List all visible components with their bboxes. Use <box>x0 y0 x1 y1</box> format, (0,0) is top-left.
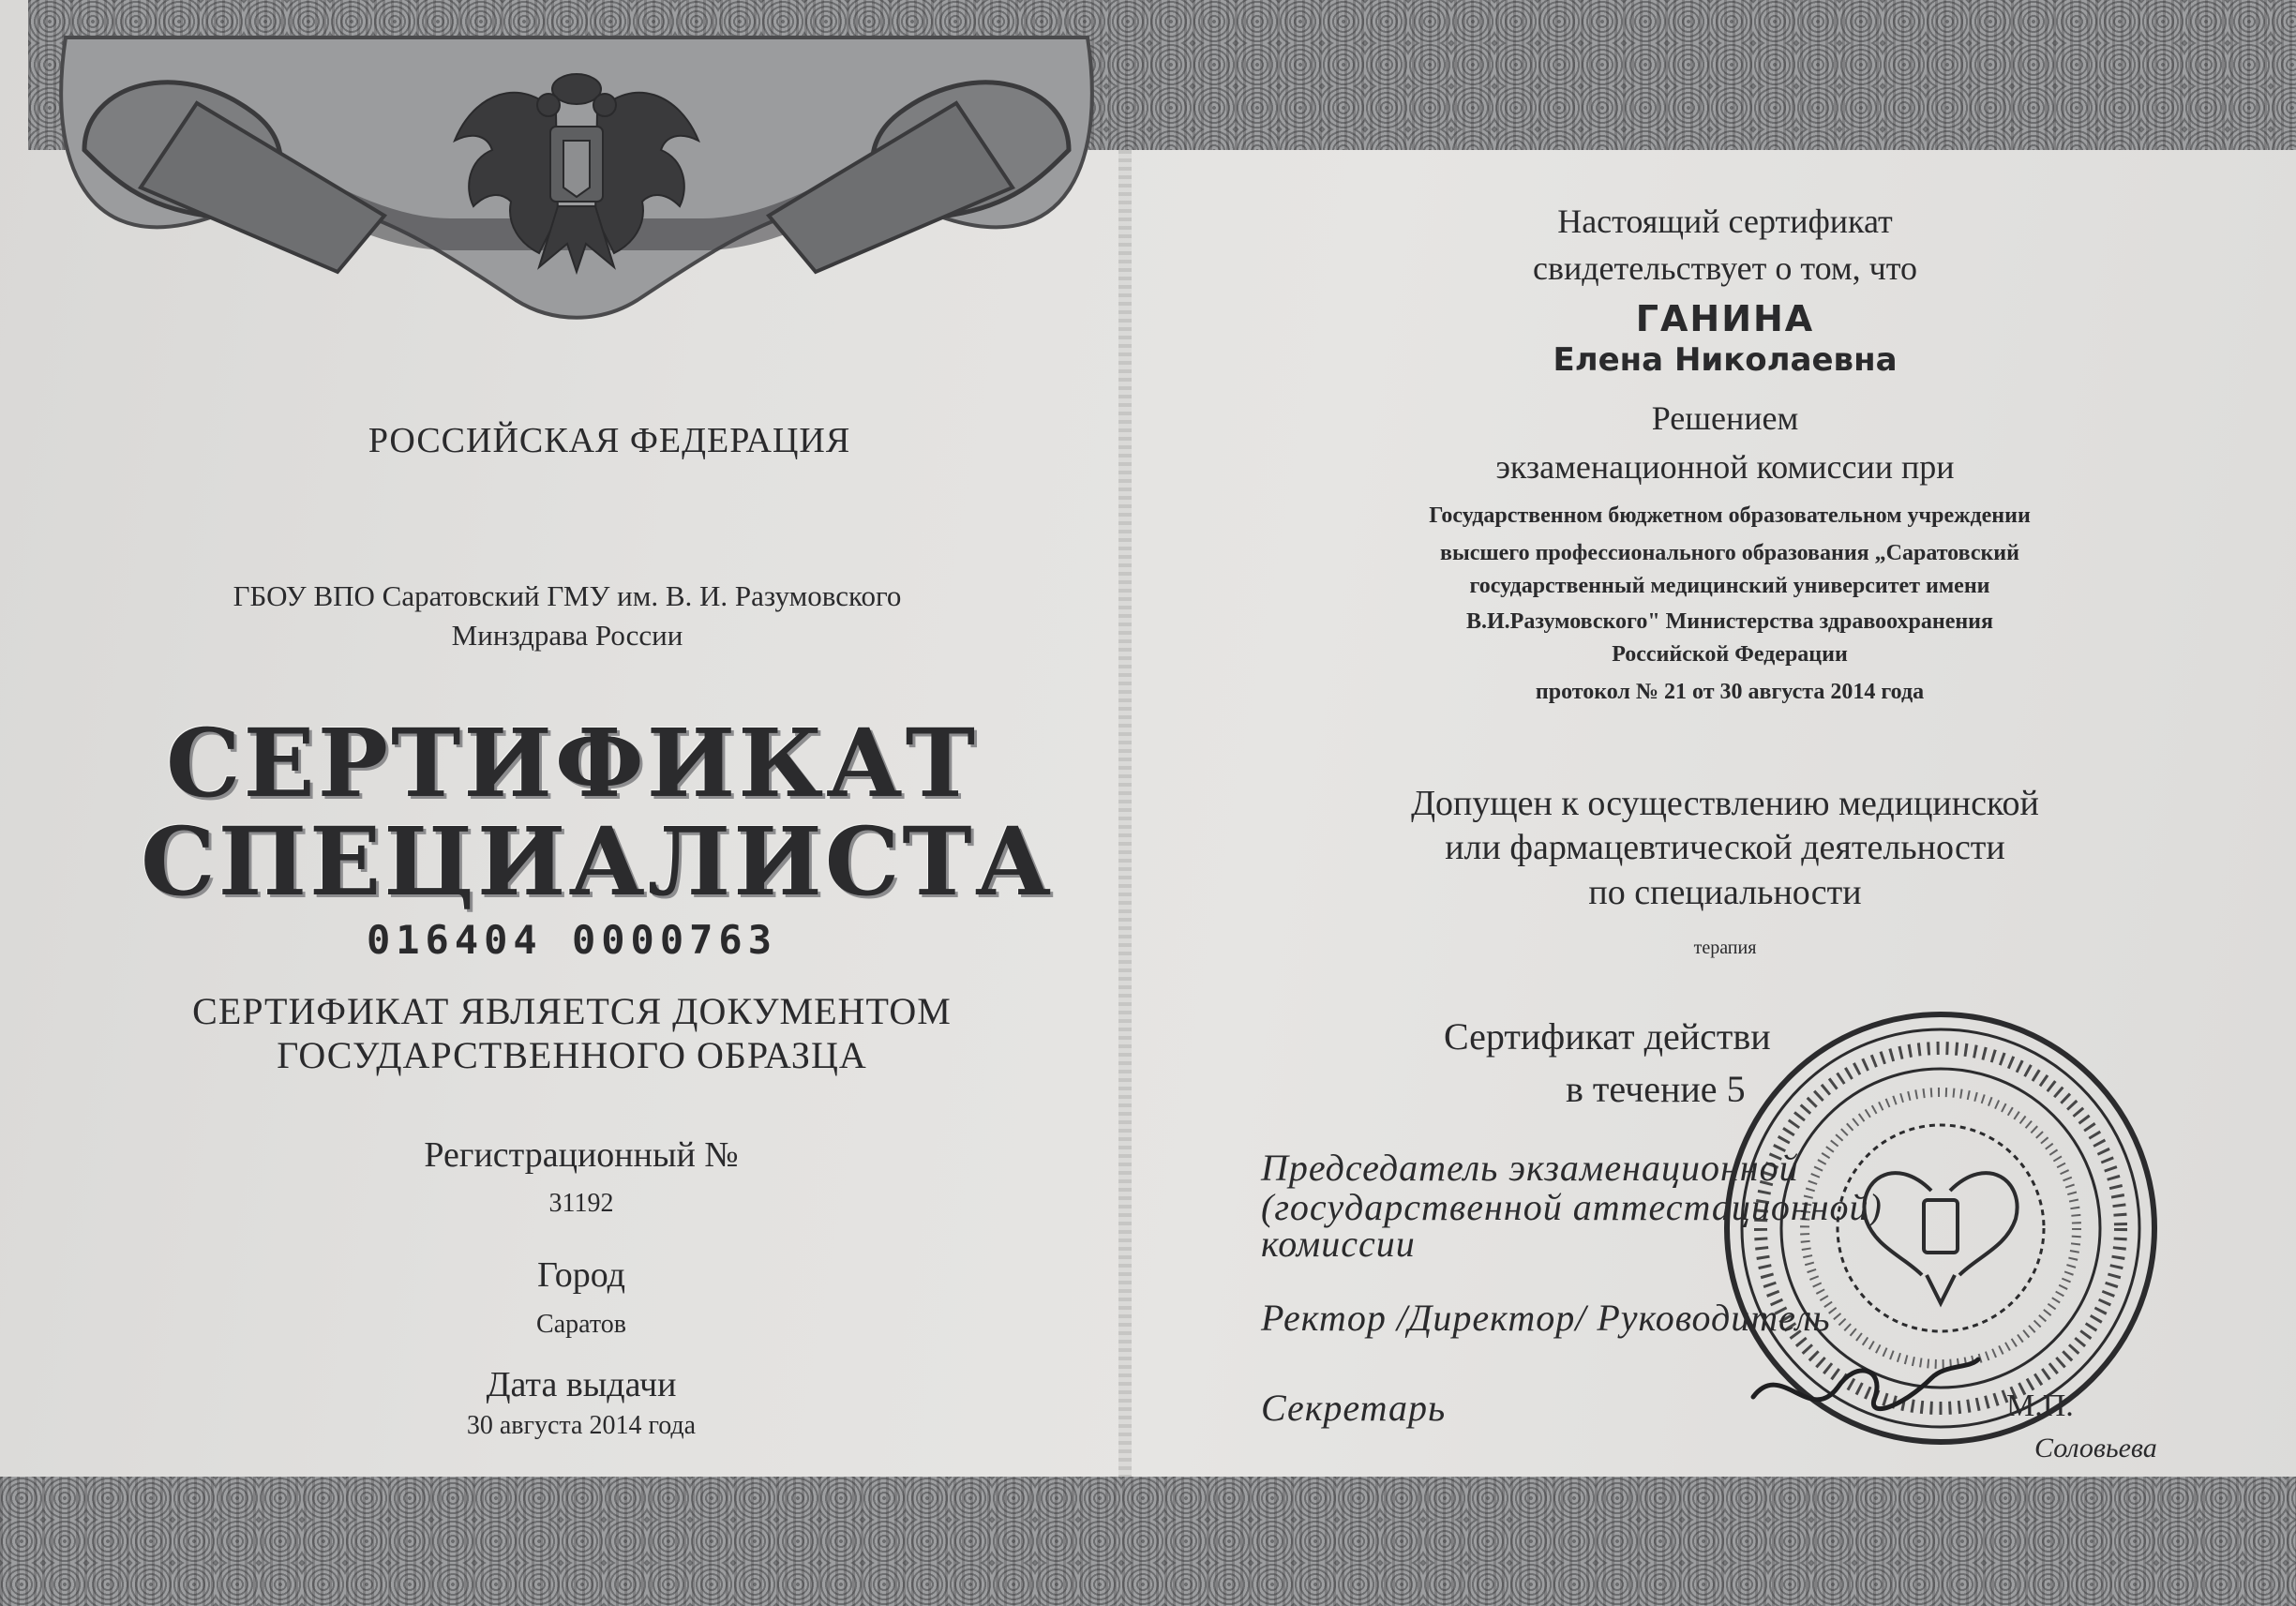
specialty-value: терапия <box>1693 938 1757 958</box>
state-document-note-line-1: СЕРТИФИКАТ ЯВЛЯЕТСЯ ДОКУМЕНТОМ <box>192 990 952 1032</box>
protocol-line: протокол № 21 от 30 августа 2014 года <box>1535 680 1925 704</box>
organization-line-4: В.И.Разумовского" Министерства здравоохранения <box>1466 609 1993 634</box>
validity-line-2: в течение 5 <box>1566 1068 1746 1110</box>
decision-line-1: Решением <box>1651 399 1799 437</box>
intro-line-2: свидетельствует о том, что <box>1532 249 1918 287</box>
secretary-label: Секретарь <box>1261 1387 1447 1429</box>
secretary-name: Соловьева <box>2034 1433 2157 1463</box>
institution-line-1: ГБОУ ВПО Саратовский ГМУ им. В. И. Разумовского <box>233 579 902 612</box>
issue-date-label: Дата выдачи <box>486 1365 677 1404</box>
chair-label-line-1: Председатель экзаменационной <box>1261 1147 1799 1189</box>
intro-line-1: Настоящий сертификат <box>1557 203 1893 240</box>
document-title-line-1: СЕРТИФИКАТ <box>165 708 979 818</box>
holder-surname: ГАНИНА <box>1635 298 1815 339</box>
country-name: РОССИЙСКАЯ ФЕДЕРАЦИЯ <box>368 421 851 460</box>
access-line-1: Допущен к осуществлению медицинской <box>1411 784 2039 823</box>
seal-eagle-icon <box>1864 1173 2017 1303</box>
issue-date-value: 30 августа 2014 года <box>466 1411 697 1440</box>
institution-name <box>122 577 1013 655</box>
registration-label: Регистрационный № <box>424 1135 739 1175</box>
registration-number: 31192 <box>548 1189 614 1218</box>
chair-label-line-2: (государственной аттестационной) <box>1261 1186 1883 1228</box>
access-line-3: по специальности <box>1588 873 1862 912</box>
certificate-number: 016404 0000763 <box>366 917 777 963</box>
access-line-2: или фармацевтической деятельности <box>1445 828 2005 867</box>
handwritten-signature <box>1744 1331 1988 1434</box>
institution-line-2: Минздрава России <box>451 619 683 652</box>
rector-label: Ректор /Директор/ Руководитель <box>1261 1297 1831 1339</box>
chair-label-line-3: комиссии <box>1261 1223 1416 1265</box>
state-document-note-line-2: ГОСУДАРСТВЕННОГО ОБРАЗЦА <box>277 1034 867 1076</box>
document-title-line-2: СПЕЦИАЛИСТА <box>141 806 1055 917</box>
validity-line-1: Сертификат действи <box>1444 1015 1771 1058</box>
organization-line-5: Российской Федерации <box>1612 642 1848 667</box>
organization-line-3: государственный медицинский университет имени <box>1469 574 1990 598</box>
organization-line-1: Государственном бюджетном образовательном учреждении <box>1429 503 2031 528</box>
organization-line-2: высшего профессионального образования „Саратовский <box>1440 541 2019 565</box>
holder-given-names: Елена Николаевна <box>1553 341 1898 379</box>
ribbon-emblem-panel <box>28 0 1125 441</box>
decision-line-2: экзаменационной комиссии при <box>1495 448 1955 486</box>
city-value: Саратов <box>536 1310 626 1339</box>
city-label: Город <box>537 1255 625 1295</box>
seal-mark: М.П. <box>2006 1388 2074 1423</box>
bottom-guilloche-band <box>0 1477 2296 1606</box>
